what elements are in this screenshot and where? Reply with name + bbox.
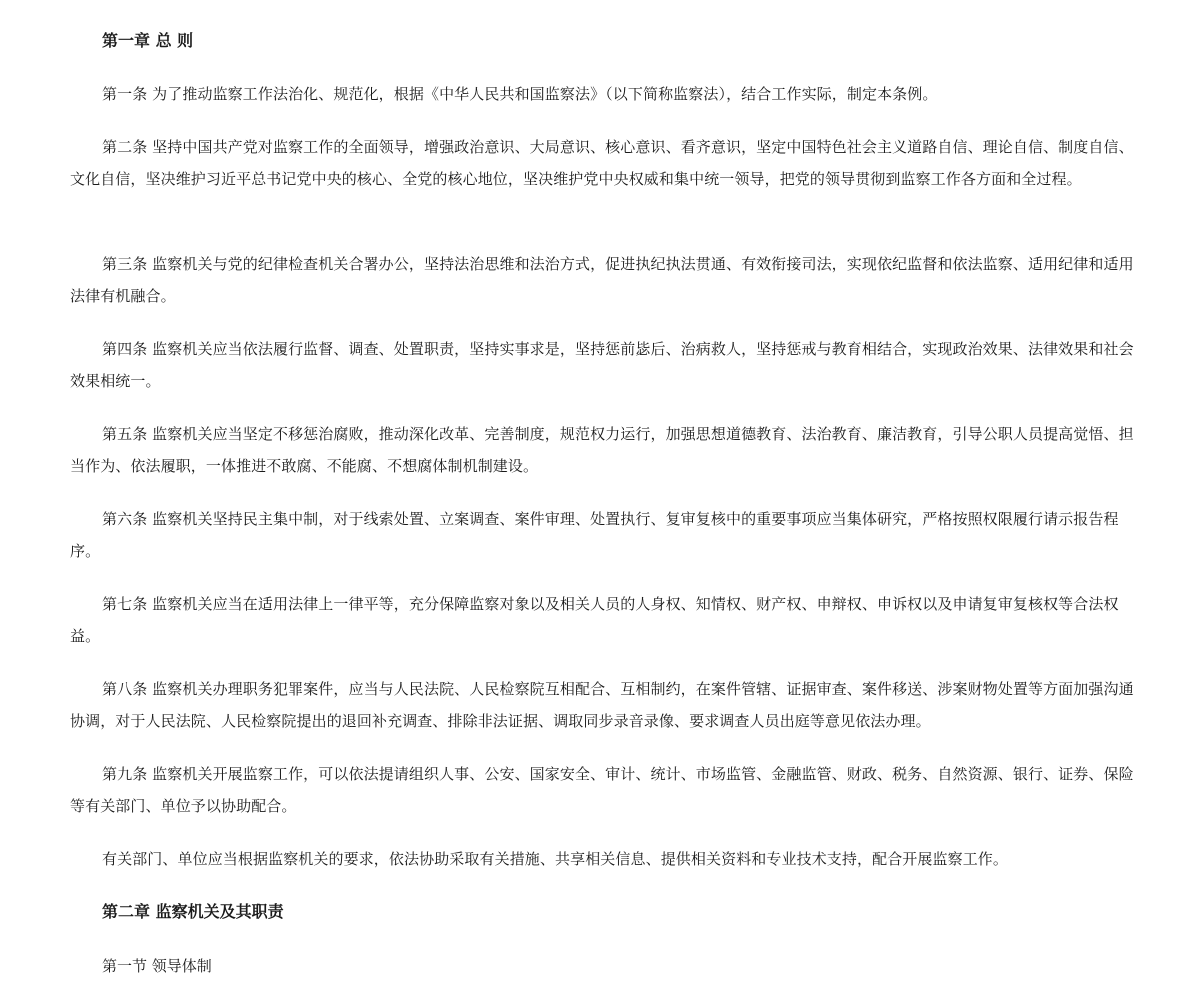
article-9-paragraph-2: 有关部门、单位应当根据监察机关的要求，依法协助采取有关措施、共享相关信息、提供相关资料和专业技术支持，配合开展监察工作。: [102, 850, 1009, 868]
article-1: 第一条 为了推动监察工作法治化、规范化，根据《中华人民共和国监察法》（以下简称监察法），结合工作实际，制定本条例。: [102, 85, 938, 103]
article-8: 第八条 监察机关办理职务犯罪案件，应当与人民法院、人民检察院互相配合、互相制约，在案件管辖、证据审查、案件移送、涉案财物处置等方面加强沟通协调，对于人民法院、人民检察院提出的退回补充调查、排除非法证据、调取同步录音录像、要求调查人员出庭等意见依法办理。: [70, 680, 1134, 730]
article-3: 第三条 监察机关与党的纪律检查机关合署办公，坚持法治思维和法治方式，促进执纪执法贯通、有效衔接司法，实现依纪监督和依法监察、适用纪律和适用法律有机融合。: [70, 255, 1134, 305]
article-4: 第四条 监察机关应当依法履行监督、调查、处置职责，坚持实事求是，坚持惩前毖后、治病救人，坚持惩戒与教育相结合，实现政治效果、法律效果和社会效果相统一。: [70, 340, 1134, 390]
article-6: 第六条 监察机关坚持民主集中制，对于线索处置、立案调查、案件审理、处置执行、复审复核中的重要事项应当集体研究，严格按照权限履行请示报告程序。: [70, 510, 1119, 560]
article-9: 第九条 监察机关开展监察工作，可以依法提请组织人事、公安、国家安全、审计、统计、市场监管、金融监管、财政、税务、自然资源、银行、证券、保险等有关部门、单位予以协助配合。: [70, 765, 1134, 815]
chapter-2-heading: 第二章 监察机关及其职责: [102, 902, 284, 921]
article-2: 第二条 坚持中国共产党对监察工作的全面领导，增强政治意识、大局意识、核心意识、看齐意识，坚定中国特色社会主义道路自信、理论自信、制度自信、文化自信，坚决维护习近平总书记党中央的核心、全党的核心地位，坚决维护党中央权威和集中统一领导，把党的领导贯彻到监察工作各方面和全过程。: [70, 138, 1134, 188]
section-1-heading: 第一节 领导体制: [102, 957, 212, 975]
article-5: 第五条 监察机关应当坚定不移惩治腐败，推动深化改革、完善制度，规范权力运行，加强思想道德教育、法治教育、廉洁教育，引导公职人员提高觉悟、担当作为、依法履职，一体推进不敢腐、不能腐、不想腐体制机制建设。: [70, 425, 1134, 475]
chapter-1-heading: 第一章 总 则: [102, 31, 194, 50]
article-7: 第七条 监察机关应当在适用法律上一律平等，充分保障监察对象以及相关人员的人身权、知情权、财产权、申辩权、申诉权以及申请复审复核权等合法权益。: [70, 595, 1119, 645]
